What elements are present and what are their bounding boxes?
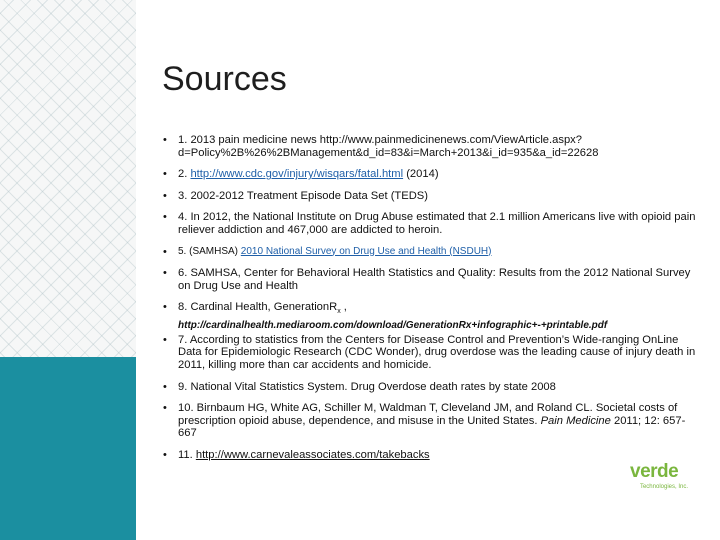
source-item-2 — [160, 168, 700, 181]
source-item-5 — [160, 246, 700, 259]
source-3-text: 3. 2002-2012 Treatment Episode Data Set (TEDS) — [178, 189, 428, 202]
source-5-link[interactable]: 2010 National Survey on Drug Use and Health (NSDUH) — [240, 245, 492, 257]
source-item-1 — [160, 134, 700, 159]
source-2-prefix: 2. — [178, 168, 191, 181]
source-5-prefix: 5. (SAMHSA) — [178, 245, 241, 257]
source-7-text: 7. According to statistics from the Centers for Disease Control and Prevention’s Wide-ranging OnLine Data for Epidemiologic Research (CDC Wonder), drug overdose was the leading cause of injury death in 2011, killing more than car accidents and homicide. — [178, 333, 696, 371]
source-9-text: 9. National Vital Statistics System. Drug Overdose death rates by state 2008 — [178, 380, 556, 393]
source-item-7 — [160, 334, 700, 372]
source-8-prefix: 8. Cardinal Health, GenerationR — [178, 301, 338, 314]
source-6-text: 6. SAMHSA, Center for Behavioral Health Statistics and Quality: Results from the 2012 National Survey on Drug Use and Health — [178, 267, 691, 292]
source-8-url: http://cardinalhealth.mediaroom.com/download/GenerationRx+infographic+-+printable.pdf — [178, 320, 608, 332]
source-10-prefix: 10. Birnbaum HG, White AG, Schiller M, Waldman T, Cleveland JM, and Roland CL. Societal costs of prescription opioid abuse, dependence, and misuse in the United States. — [178, 402, 678, 427]
source-item-10 — [160, 402, 700, 440]
source-item-9 — [160, 381, 700, 394]
source-item-8 — [160, 301, 700, 332]
slide-title: Sources — [162, 60, 287, 98]
source-item-6 — [160, 267, 700, 292]
verde-logo — [630, 462, 692, 506]
logo-tagline: Technologies, Inc. — [639, 484, 688, 490]
source-item-11 — [160, 449, 700, 462]
source-1-text: 1. 2013 pain medicine news http://www.painmedicinenews.com/ViewArticle.aspx?d=Policy%2B%26%2BManagement&d_id=83&i=March+2013&i_id=935&a_id=22628 — [178, 134, 599, 159]
source-item-3 — [160, 190, 700, 203]
logo-wordmark: verde — [630, 461, 679, 482]
source-4-text: 4. In 2012, the National Institute on Drug Abuse estimated that 2.1 million Americans live with opioid pain reliever addiction and 467,000 are addicted to heroin. — [178, 211, 696, 236]
sidebar-accent-band — [0, 357, 136, 540]
source-2-suffix: (2014) — [403, 168, 439, 181]
source-item-4 — [160, 211, 700, 236]
sources-list — [160, 134, 700, 471]
source-11-prefix: 11. — [178, 448, 196, 461]
source-8-subscript: x — [337, 308, 341, 316]
source-8-separator: , — [340, 301, 347, 314]
source-10-suffix: 2011; 12: 657-667 — [178, 414, 686, 440]
source-11-link[interactable]: http://www.carnevaleassociates.com/takebacks — [195, 448, 430, 461]
source-2-link[interactable]: http://www.cdc.gov/injury/wisqars/fatal.html — [190, 168, 404, 181]
source-10-journal: Pain Medicine — [540, 414, 611, 427]
